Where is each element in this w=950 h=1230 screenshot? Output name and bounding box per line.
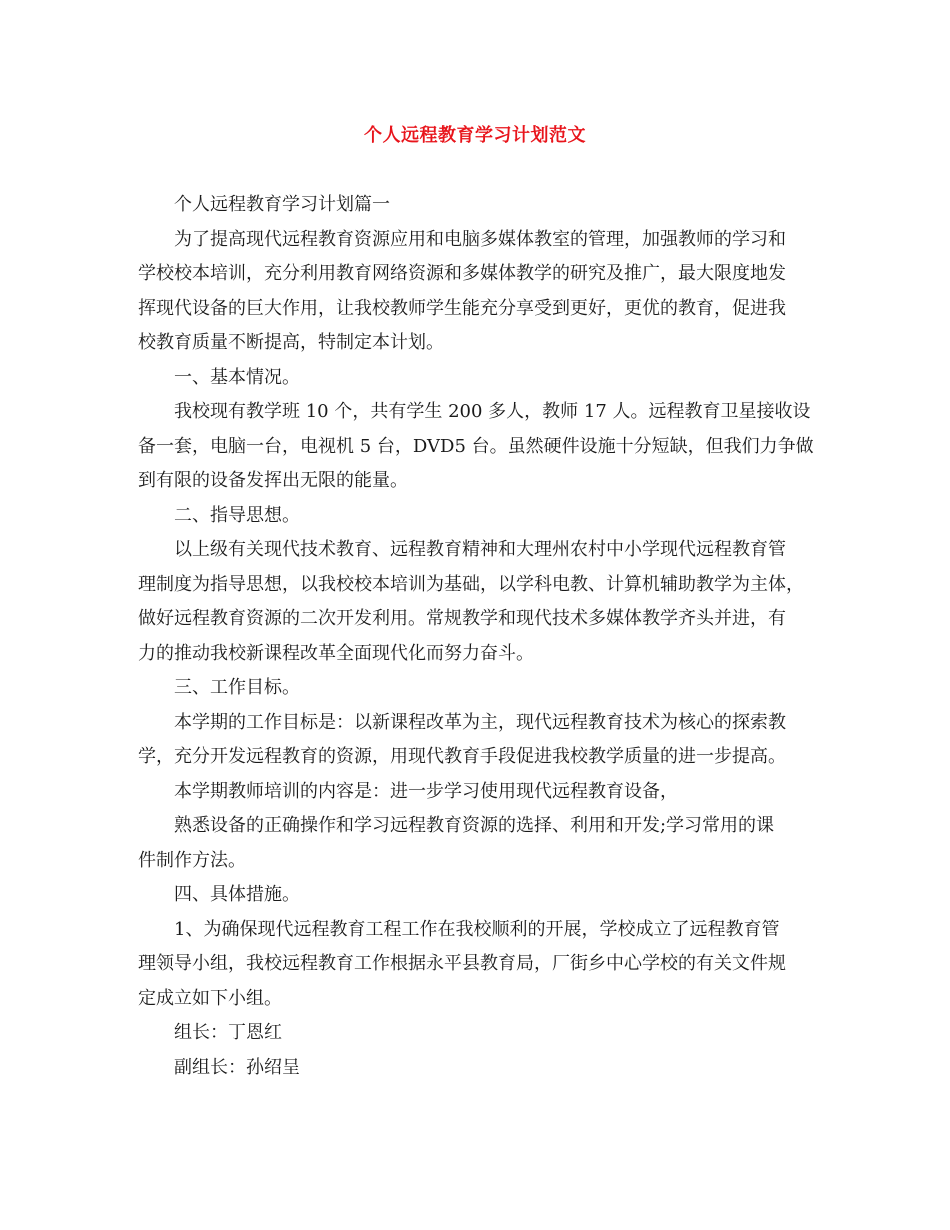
paragraph-line: 定成立如下小组。 bbox=[138, 987, 282, 1009]
paragraph-line: 我校现有教学班 10 个，共有学生 200 多人，教师 17 人。远程教育卫星接收设 bbox=[174, 401, 811, 422]
paragraph-line: 力的推动我校新课程改革全面现代化而努力奋斗。 bbox=[138, 642, 534, 664]
paragraph-line: 学校校本培训，充分利用教育网络资源和多媒体教学的研究及推广，最大限度地发 bbox=[138, 263, 786, 284]
paragraph-line: 理制度为指导思想，以我校校本培训为基础，以学科电教、计算机辅助教学为主体， bbox=[138, 573, 804, 595]
paragraph-line: 1、为确保现代远程教育工程工作在我校顺利的开展，学校成立了远程教育管 bbox=[174, 918, 780, 940]
paragraph-line: 挥现代设备的巨大作用，让我校教师学生能充分享受到更好，更优的教育，促进我 bbox=[138, 297, 786, 319]
paragraph-line: 学，充分开发远程教育的资源，用现代教育手段促进我校教学质量的进一步提高。 bbox=[138, 746, 786, 767]
paragraph-line: 到有限的设备发挥出无限的能量。 bbox=[138, 470, 408, 491]
paragraph-line: 三、工作目标。 bbox=[174, 677, 300, 698]
paragraph-line: 做好远程教育资源的二次开发利用。常规教学和现代技术多媒体教学齐头并进，有 bbox=[138, 608, 786, 629]
document-title: 个人远程教育学习计划范文 bbox=[364, 125, 586, 146]
paragraph-line: 件制作方法。 bbox=[138, 849, 246, 871]
paragraph-line: 为了提高现代远程教育资源应用和电脑多媒体教室的管理，加强教师的学习和 bbox=[174, 228, 786, 250]
paragraph-line: 一、基本情况。 bbox=[174, 366, 300, 388]
paragraph-line: 组长：丁恩红 bbox=[174, 1022, 282, 1043]
paragraph-line: 校教育质量不断提高，特制定本计划。 bbox=[138, 332, 444, 353]
paragraph-line: 以上级有关现代技术教育、远程教育精神和大理州农村中小学现代远程教育管 bbox=[174, 539, 786, 560]
paragraph-line: 备一套，电脑一台，电视机 5 台，DVD5 台。虽然硬件设施十分短缺，但我们力争做 bbox=[138, 435, 814, 457]
document-body bbox=[138, 188, 828, 1085]
paragraph-line: 理领导小组，我校远程教育工作根据永平县教育局，厂街乡中心学校的有关文件规 bbox=[138, 953, 786, 974]
paragraph-line: 本学期教师培训的内容是：进一步学习使用现代远程教育设备， bbox=[174, 780, 678, 802]
paragraph-line: 四、具体措施。 bbox=[174, 884, 300, 905]
paragraph-line: 熟悉设备的正确操作和学习远程教育资源的选择、利用和开发;学习常用的课 bbox=[174, 815, 775, 836]
paragraph-line: 个人远程教育学习计划篇一 bbox=[174, 194, 390, 215]
paragraph-line: 副组长：孙绍呈 bbox=[174, 1056, 300, 1078]
paragraph-line: 本学期的工作目标是：以新课程改革为主，现代远程教育技术为核心的探索教 bbox=[174, 711, 786, 733]
paragraph-line: 二、指导思想。 bbox=[174, 504, 300, 526]
